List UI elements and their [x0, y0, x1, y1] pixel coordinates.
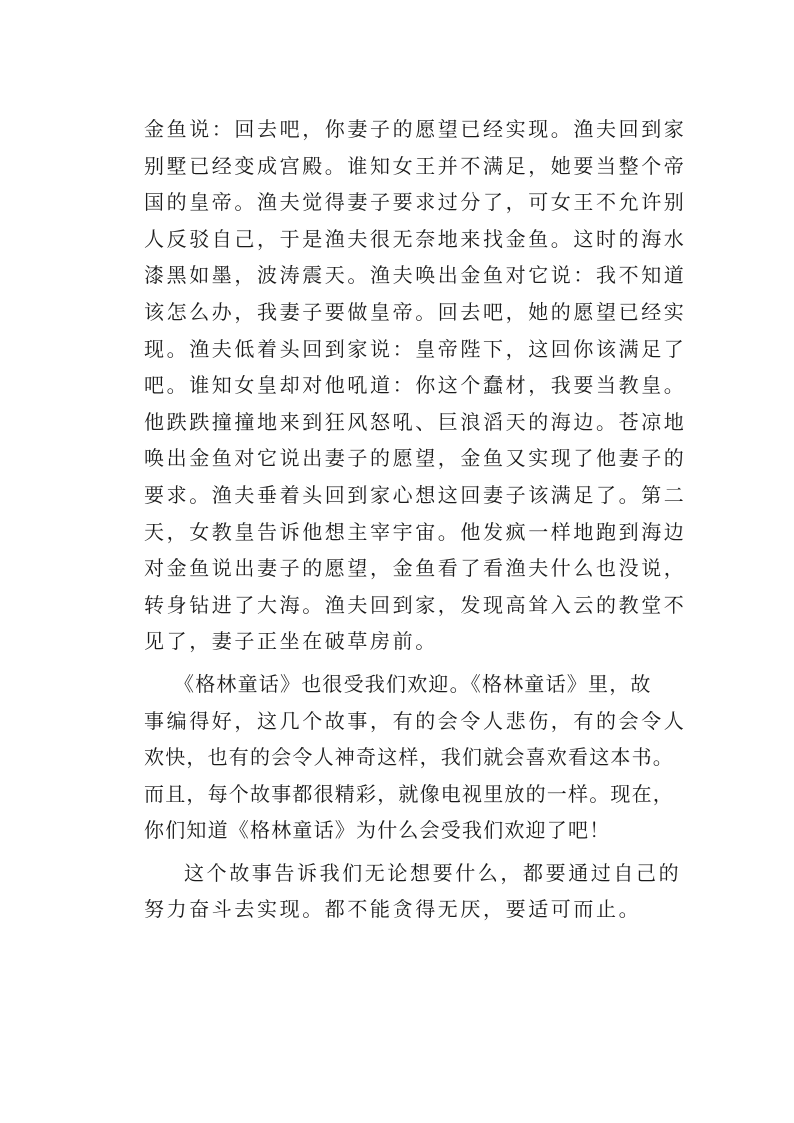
text-line: 别墅已经变成宫殿。谁知女王并不满足，她要当整个帝 [144, 153, 687, 178]
paragraph [144, 666, 687, 849]
text-line: 事编得好，这几个故事，有的会令人悲伤，有的会令人 [144, 708, 687, 733]
text-line: 吧。谁知女皇却对他吼道：你这个蠢材，我要当教皇。 [144, 373, 687, 398]
text-line: 漆黑如墨，波涛震天。渔夫唤出金鱼对它说：我不知道 [144, 263, 687, 288]
text-line: 金鱼说：回去吧，你妻子的愿望已经实现。渔夫回到家 [144, 117, 687, 141]
text-line: 对金鱼说出妻子的愿望，金鱼看了看渔夫什么也没说， [144, 556, 687, 581]
text-line: 欢快，也有的会令人神奇这样，我们就会喜欢看这本书。 [144, 745, 674, 770]
text-line: 天，女教皇告诉他想主宰宇宙。他发疯一样地跑到海边 [144, 519, 687, 544]
text-line: 你们知道《格林童话》为什么会受我们欢迎了吧！ [144, 818, 611, 843]
text-line: 国的皇帝。渔夫觉得妻子要求过分了，可女王不允许别 [144, 190, 687, 215]
document-body [144, 111, 687, 928]
text-line: 而且，每个故事都很精彩，就像电视里放的一样。现在， [144, 781, 674, 806]
text-line: 该怎么办，我妻子要做皇帝。回去吧，她的愿望已经实 [144, 299, 687, 324]
text-line: 他跌跌撞撞地来到狂风怒吼、巨浪滔天的海边。苍凉地 [144, 409, 687, 434]
text-line: 见了，妻子正坐在破草房前。 [144, 629, 438, 654]
text-line: 唤出金鱼对它说出妻子的愿望，金鱼又实现了他妻子的 [144, 446, 687, 471]
text-line: 要求。渔夫垂着头回到家心想这回妻子该满足了。第二 [144, 482, 687, 507]
text-line: 现。渔夫低着头回到家说：皇帝陛下，这回你该满足了 [144, 336, 687, 361]
paragraph [144, 855, 682, 928]
paragraph [144, 111, 687, 660]
text-line: 努力奋斗去实现。都不能贪得无厌，要适可而止。 [144, 897, 642, 922]
text-line: 《格林童话》也很受我们欢迎。《格林童话》里，故 [174, 671, 652, 696]
text-line: 转身钻进了大海。渔夫回到家，发现高耸入云的教堂不 [144, 592, 687, 617]
text-line: 这个故事告诉我们无论想要什么，都要通过自己的 [184, 860, 682, 885]
text-line: 人反驳自己，于是渔夫很无奈地来找金鱼。这时的海水 [144, 226, 687, 251]
